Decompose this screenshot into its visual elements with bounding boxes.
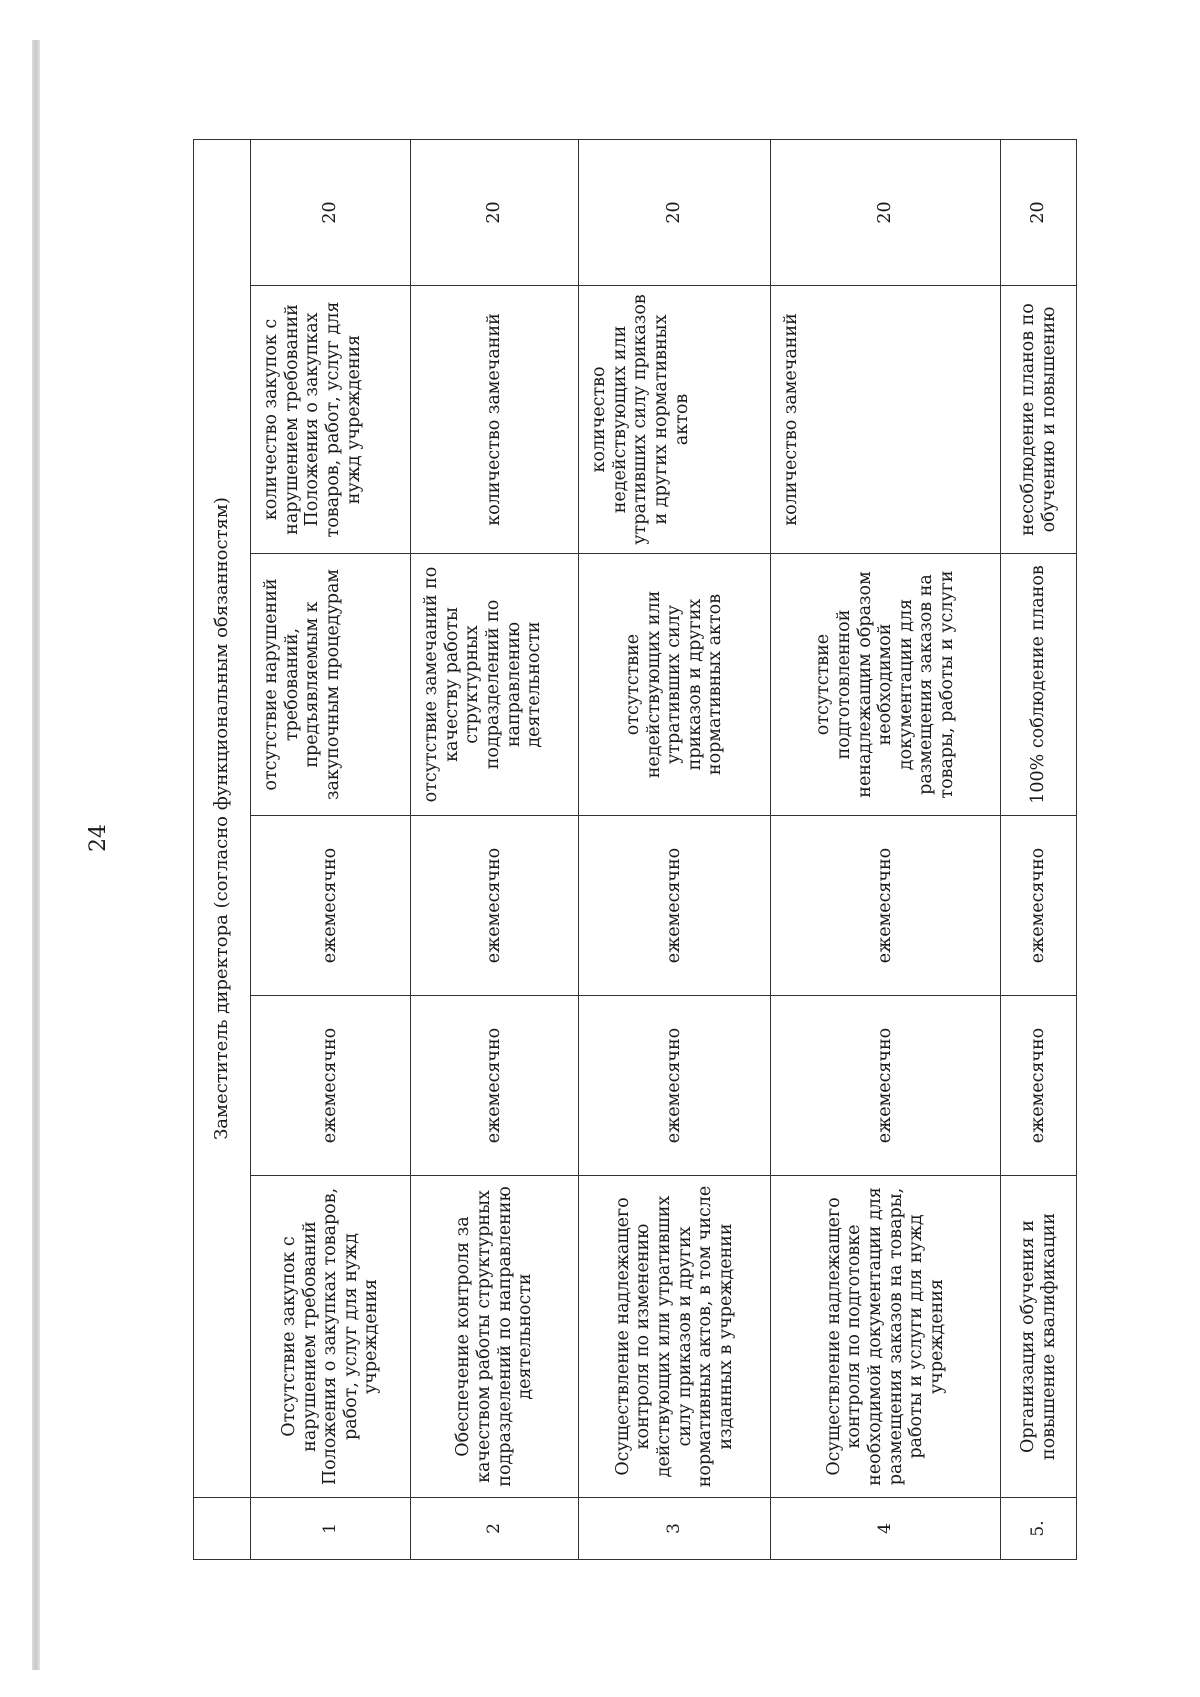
table-row	[771, 139, 1001, 1559]
period-cell: ежемесячно	[411, 816, 579, 996]
points-cell: 20	[1001, 139, 1077, 285]
table-row	[579, 139, 771, 1559]
points-cell: 20	[579, 139, 771, 285]
indicator-cell: количество закупок с нарушением требований Положения о закупках товаров, работ, услуг для нужд учреждения	[251, 286, 411, 554]
condition-cell: отсутствие недействующих или утративших силу приказов и других нормативных актов	[579, 554, 771, 816]
points-cell: 20	[251, 139, 411, 285]
criterion-cell: Отсутствие закупок с нарушением требований Положения о закупках товаров, работ, услуг для нужд учреждения	[251, 1176, 411, 1498]
condition-cell: отсутствие нарушений требований, предъявляемым к закупочным процедурам	[251, 554, 411, 816]
period-cell: ежемесячно	[1001, 816, 1077, 996]
scan-edge-shadow	[32, 40, 40, 1670]
points-cell: 20	[411, 139, 579, 285]
row-number: 3	[579, 1498, 771, 1560]
section-title: Заместитель директора (согласно функциональным обязанностям)	[194, 139, 251, 1497]
period-cell: ежемесячно	[771, 996, 1001, 1176]
section-header-row	[194, 139, 251, 1559]
criterion-cell: Организация обучения и повышение квалификации	[1001, 1176, 1077, 1498]
criterion-cell: Осуществление надлежащего контроля по подготовке необходимой документации для размещения заказов на товары, работы и услуги для нужд учреждения	[771, 1176, 1001, 1498]
period-cell: ежемесячно	[579, 996, 771, 1176]
period-cell: ежемесячно	[411, 996, 579, 1176]
table-row	[411, 139, 579, 1559]
period-cell: ежемесячно	[771, 816, 1001, 996]
row-number: 2	[411, 1498, 579, 1560]
indicator-cell: количество замечаний	[771, 286, 1001, 554]
criteria-table	[193, 139, 1077, 1560]
period-cell: ежемесячно	[251, 816, 411, 996]
indicator-cell: несоблюдение планов по обучению и повышению	[1001, 286, 1077, 554]
criteria-table-container	[193, 140, 1067, 1560]
period-cell: ежемесячно	[579, 816, 771, 996]
period-cell: ежемесячно	[1001, 996, 1077, 1176]
criterion-cell: Осуществление надлежащего контроля по изменению действующих или утративших силу приказов и других нормативных актов, в том числе изданных в учреждении	[579, 1176, 771, 1498]
indicator-cell: количество замечаний	[411, 286, 579, 554]
indicator-cell: количество недействующих или утративших силу приказов и других нормативных актов	[579, 286, 771, 554]
criterion-cell: Обеспечение контроля за качеством работы структурных подразделений по направлению деятельности	[411, 1176, 579, 1498]
table-row	[251, 139, 411, 1559]
row-number: 5.	[1001, 1498, 1077, 1560]
row-number: 1	[251, 1498, 411, 1560]
condition-cell: отсутствие подготовленной ненадлежащим образом необходимой документации для размещения заказов на товары, работы и услуги	[771, 554, 1001, 816]
page-number: 24	[85, 824, 111, 852]
period-cell: ежемесячно	[251, 996, 411, 1176]
condition-cell: отсутствие замечаний по качеству работы структурных подразделений по направлению деятельности	[411, 554, 579, 816]
points-cell: 20	[771, 139, 1001, 285]
table-row	[1001, 139, 1077, 1559]
row-number: 4	[771, 1498, 1001, 1560]
section-header-blank-cell	[194, 1498, 251, 1560]
condition-cell: 100% соблюдение планов	[1001, 554, 1077, 816]
